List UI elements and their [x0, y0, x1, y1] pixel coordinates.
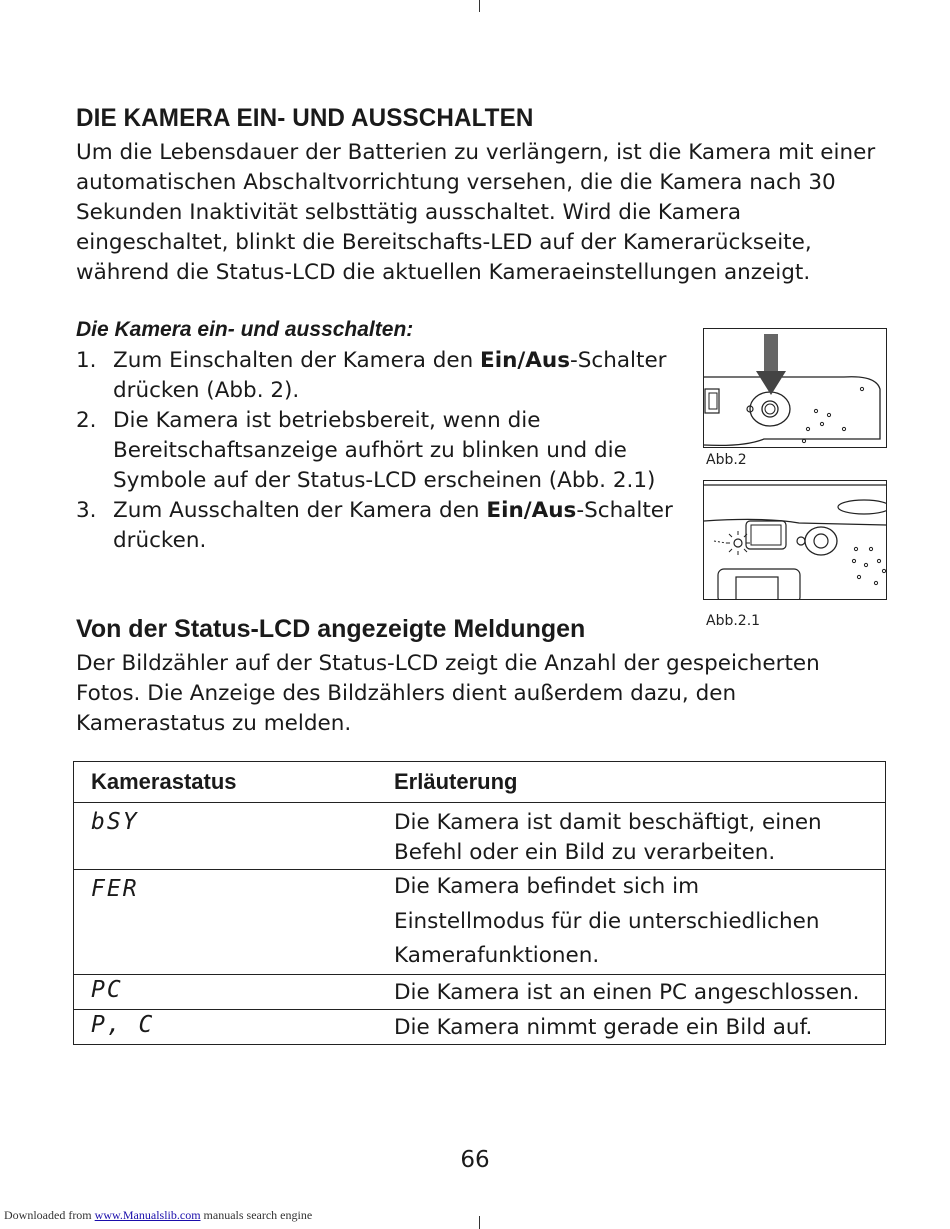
lcd-code: bSY [91, 809, 139, 835]
page-number: 66 [460, 1147, 490, 1173]
table-row [74, 870, 886, 975]
status-table [73, 761, 886, 1045]
desc-line: Die Kamera ist damit beschäftigt, einen [394, 810, 822, 835]
step-line: Die Kamera ist betriebsbereit, wenn die [113, 408, 541, 433]
table-row [74, 974, 886, 1009]
step-line [113, 346, 673, 376]
table-cell-desc [394, 1009, 886, 1044]
desc-line: Die Kamera nimmt gerade ein Bild auf. [394, 1014, 813, 1040]
step-list [76, 346, 673, 556]
step-item [76, 346, 673, 406]
step-text: Zum Ausschalten der Kamera den [113, 498, 487, 523]
desc-line: Befehl oder ein Bild zu verarbeiten. [394, 840, 776, 865]
table-cell-code [74, 974, 395, 1009]
step-text: -Schalter [576, 498, 673, 523]
step-bold: Ein/Aus [486, 498, 577, 523]
footer-prefix: Downloaded from [4, 1208, 95, 1222]
footer-suffix: manuals search engine [200, 1208, 313, 1222]
table-row [74, 1009, 886, 1044]
step-item [76, 496, 673, 556]
crop-mark-bottom [479, 1216, 480, 1229]
intro-line: während die Status-LCD die aktuellen Kameraeinstellungen anzeigt. [76, 260, 811, 285]
intro-line: Sekunden Inaktivität selbsttätig ausschaltet. Wird die Kamera [76, 200, 742, 225]
table-row [74, 803, 886, 870]
desc-line: Die Kamera ist an einen PC angeschlossen. [394, 979, 860, 1005]
table-header: Erläuterung [394, 762, 886, 803]
step-line: Symbole auf der Status-LCD erscheinen (Abb. 2.1) [113, 468, 656, 493]
camera-back-illustration [704, 481, 886, 599]
lcd-intro-paragraph [76, 649, 820, 739]
intro-paragraph [76, 138, 875, 288]
table-cell-desc [394, 974, 886, 1009]
table-cell-desc [394, 870, 886, 975]
table-header: Kamerastatus [74, 762, 395, 803]
step-number: 1. [76, 348, 97, 373]
intro-line: automatischen Abschaltvorrichtung versehen, die die Kamera nach 30 [76, 170, 836, 195]
lcd-intro-line: Fotos. Die Anzeige des Bildzählers dient außerdem dazu, den [76, 681, 737, 706]
table-cell-code [74, 870, 395, 975]
table-header-row [74, 762, 886, 803]
lcd-intro-line: Der Bildzähler auf der Status-LCD zeigt die Anzahl der gespeicherten [76, 651, 820, 676]
lcd-code: PC [91, 976, 123, 1003]
step-text: -Schalter [570, 348, 667, 373]
desc-line: Kamerafunktionen. [394, 943, 600, 968]
step-bold: Ein/Aus [480, 348, 571, 373]
subheading: Die Kamera ein- und ausschalten: [76, 318, 414, 341]
heading-lcd: Von der Status-LCD angezeigte Meldungen [76, 615, 586, 643]
figure-camera-back [703, 480, 887, 600]
figure-camera-top [703, 328, 887, 448]
footer-link[interactable]: www.Manualslib.com [94, 1208, 201, 1222]
heading-main: DIE KAMERA EIN- UND AUSSCHALTEN [76, 104, 534, 132]
download-footer [4, 1208, 312, 1223]
table-cell-desc [394, 803, 886, 870]
intro-line: eingeschaltet, blinkt die Bereitschafts-LED auf der Kamerarückseite, [76, 230, 812, 255]
table-cell-code [74, 1009, 395, 1044]
crop-mark-top [479, 0, 480, 12]
desc-line: Einstellmodus für die unterschiedlichen [394, 908, 820, 934]
figure-caption: Abb.2.1 [706, 613, 761, 629]
camera-illustration [704, 329, 886, 447]
table-cell-code [74, 803, 395, 870]
step-line [113, 496, 673, 526]
step-line: drücken. [113, 528, 207, 553]
step-number: 3. [76, 498, 97, 523]
step-item [76, 406, 673, 496]
lcd-code: FER [91, 876, 139, 902]
step-text: Zum Einschalten der Kamera den [113, 348, 481, 373]
intro-line: Um die Lebensdauer der Batterien zu verlängern, ist die Kamera mit einer [76, 140, 876, 165]
step-line: drücken (Abb. 2). [113, 378, 300, 403]
step-number: 2. [76, 408, 97, 433]
step-line: Bereitschaftsanzeige aufhört zu blinken und die [113, 438, 627, 463]
lcd-code: P, C [91, 1011, 155, 1038]
desc-line: Die Kamera befindet sich im [394, 874, 700, 899]
figure-caption: Abb.2 [706, 452, 747, 468]
lcd-intro-line: Kamerastatus zu melden. [76, 711, 352, 736]
